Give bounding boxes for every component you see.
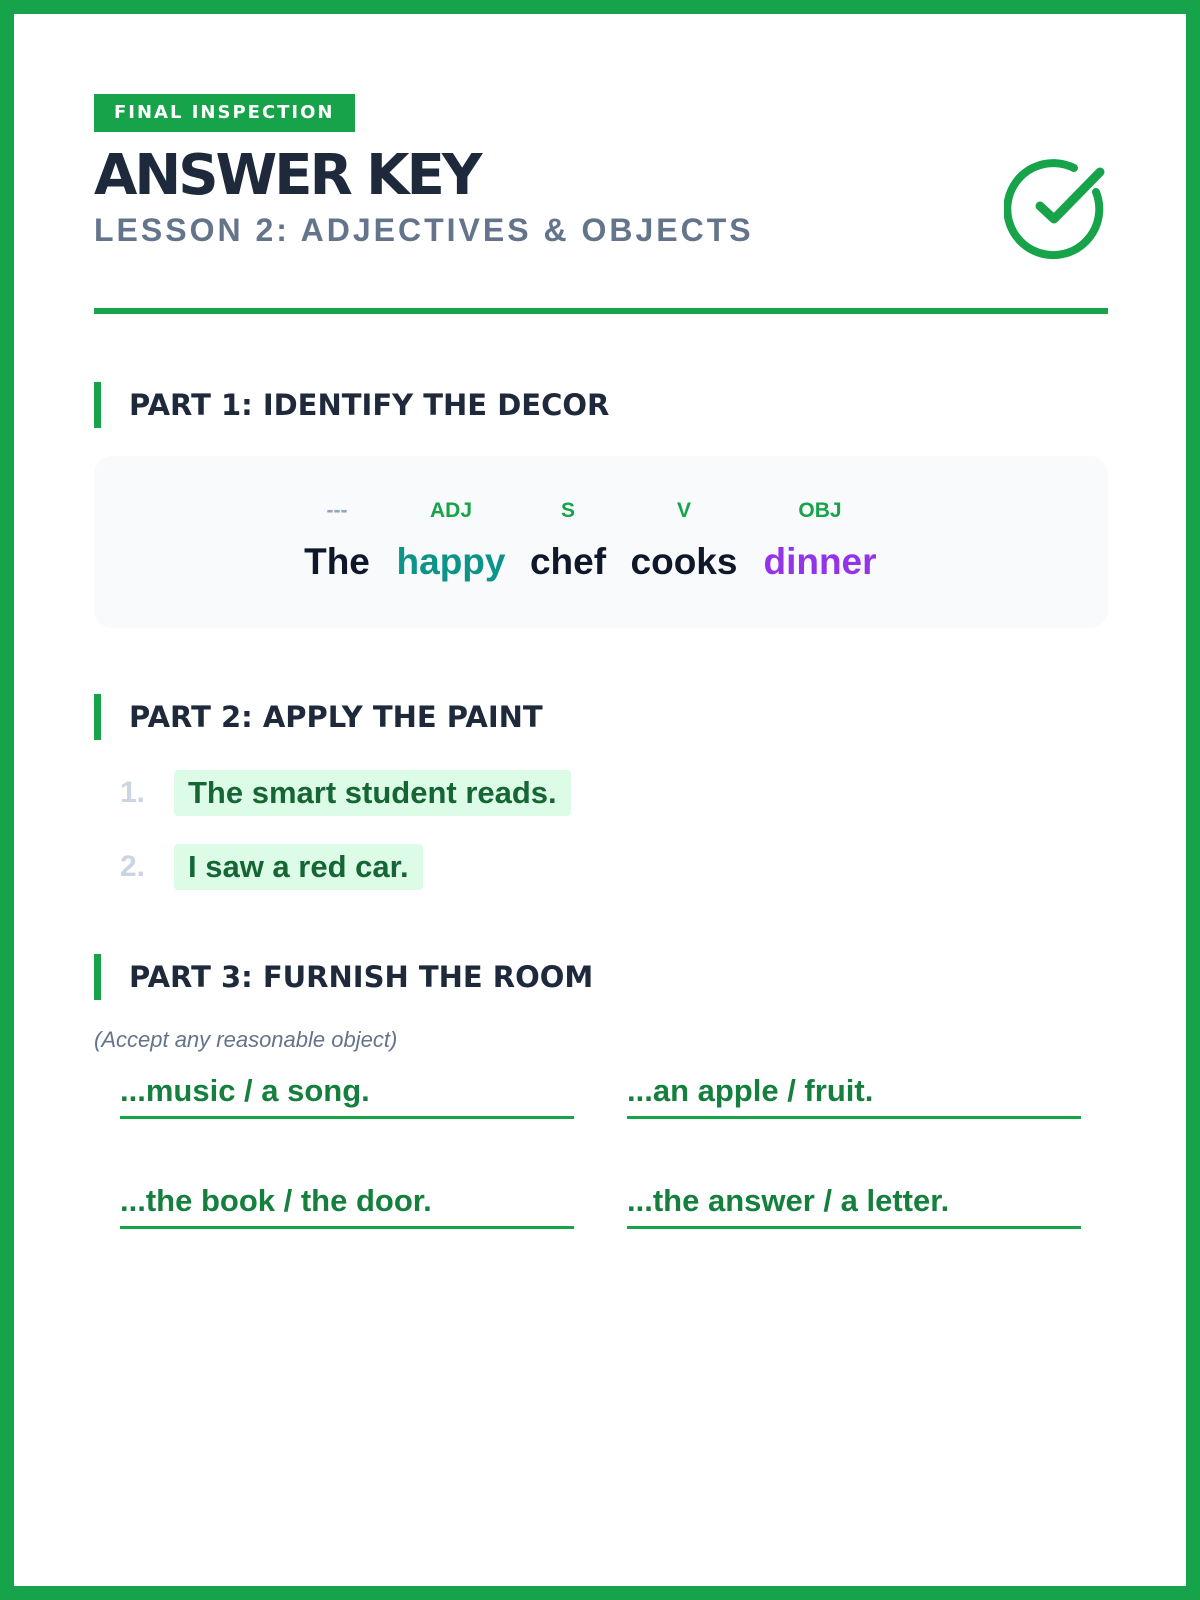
page-title: ANSWER KEY <box>94 143 480 208</box>
answer-key-page <box>94 94 1108 1218</box>
word-subject <box>525 496 611 588</box>
part1-heading: PART 1: IDENTIFY THE DECOR <box>94 382 609 428</box>
check-circle-icon <box>1004 156 1108 260</box>
grading-note: (Accept any reasonable object) <box>94 1027 398 1052</box>
word-text: cooks <box>630 541 738 582</box>
answer-highlight: I saw a red car. <box>174 844 423 890</box>
word-tag: --- <box>326 499 348 522</box>
word-text: chef <box>529 541 607 582</box>
answer-highlight: The smart student reads. <box>174 770 571 816</box>
sentence-diagram <box>94 456 1108 628</box>
word-verb <box>625 496 743 588</box>
part3-heading: PART 3: FURNISH THE ROOM <box>94 954 593 1000</box>
part2-heading: PART 2: APPLY THE PAINT <box>94 694 543 740</box>
word-the <box>297 496 377 588</box>
answer-line: ...an apple / fruit. <box>627 1066 1081 1119</box>
answer-line: ...the book / the door. <box>120 1176 574 1229</box>
word-adjective <box>386 496 516 588</box>
word-text: happy <box>396 541 506 582</box>
lesson-subtitle: LESSON 2: ADJECTIVES & OBJECTS <box>94 212 754 248</box>
word-text: The <box>304 541 370 582</box>
answer-line: ...music / a song. <box>120 1066 574 1119</box>
item-number: 2. <box>120 850 146 883</box>
word-tag: S <box>560 499 575 522</box>
final-inspection-badge: FINAL INSPECTION <box>94 94 355 132</box>
word-object <box>755 496 885 588</box>
word-tag: OBJ <box>798 499 842 522</box>
word-text: dinner <box>763 541 877 582</box>
header-divider <box>94 308 1108 314</box>
word-tag: V <box>676 499 691 522</box>
item-number: 1. <box>120 776 146 809</box>
word-tag: ADJ <box>429 499 472 522</box>
answer-line: ...the answer / a letter. <box>627 1176 1081 1229</box>
